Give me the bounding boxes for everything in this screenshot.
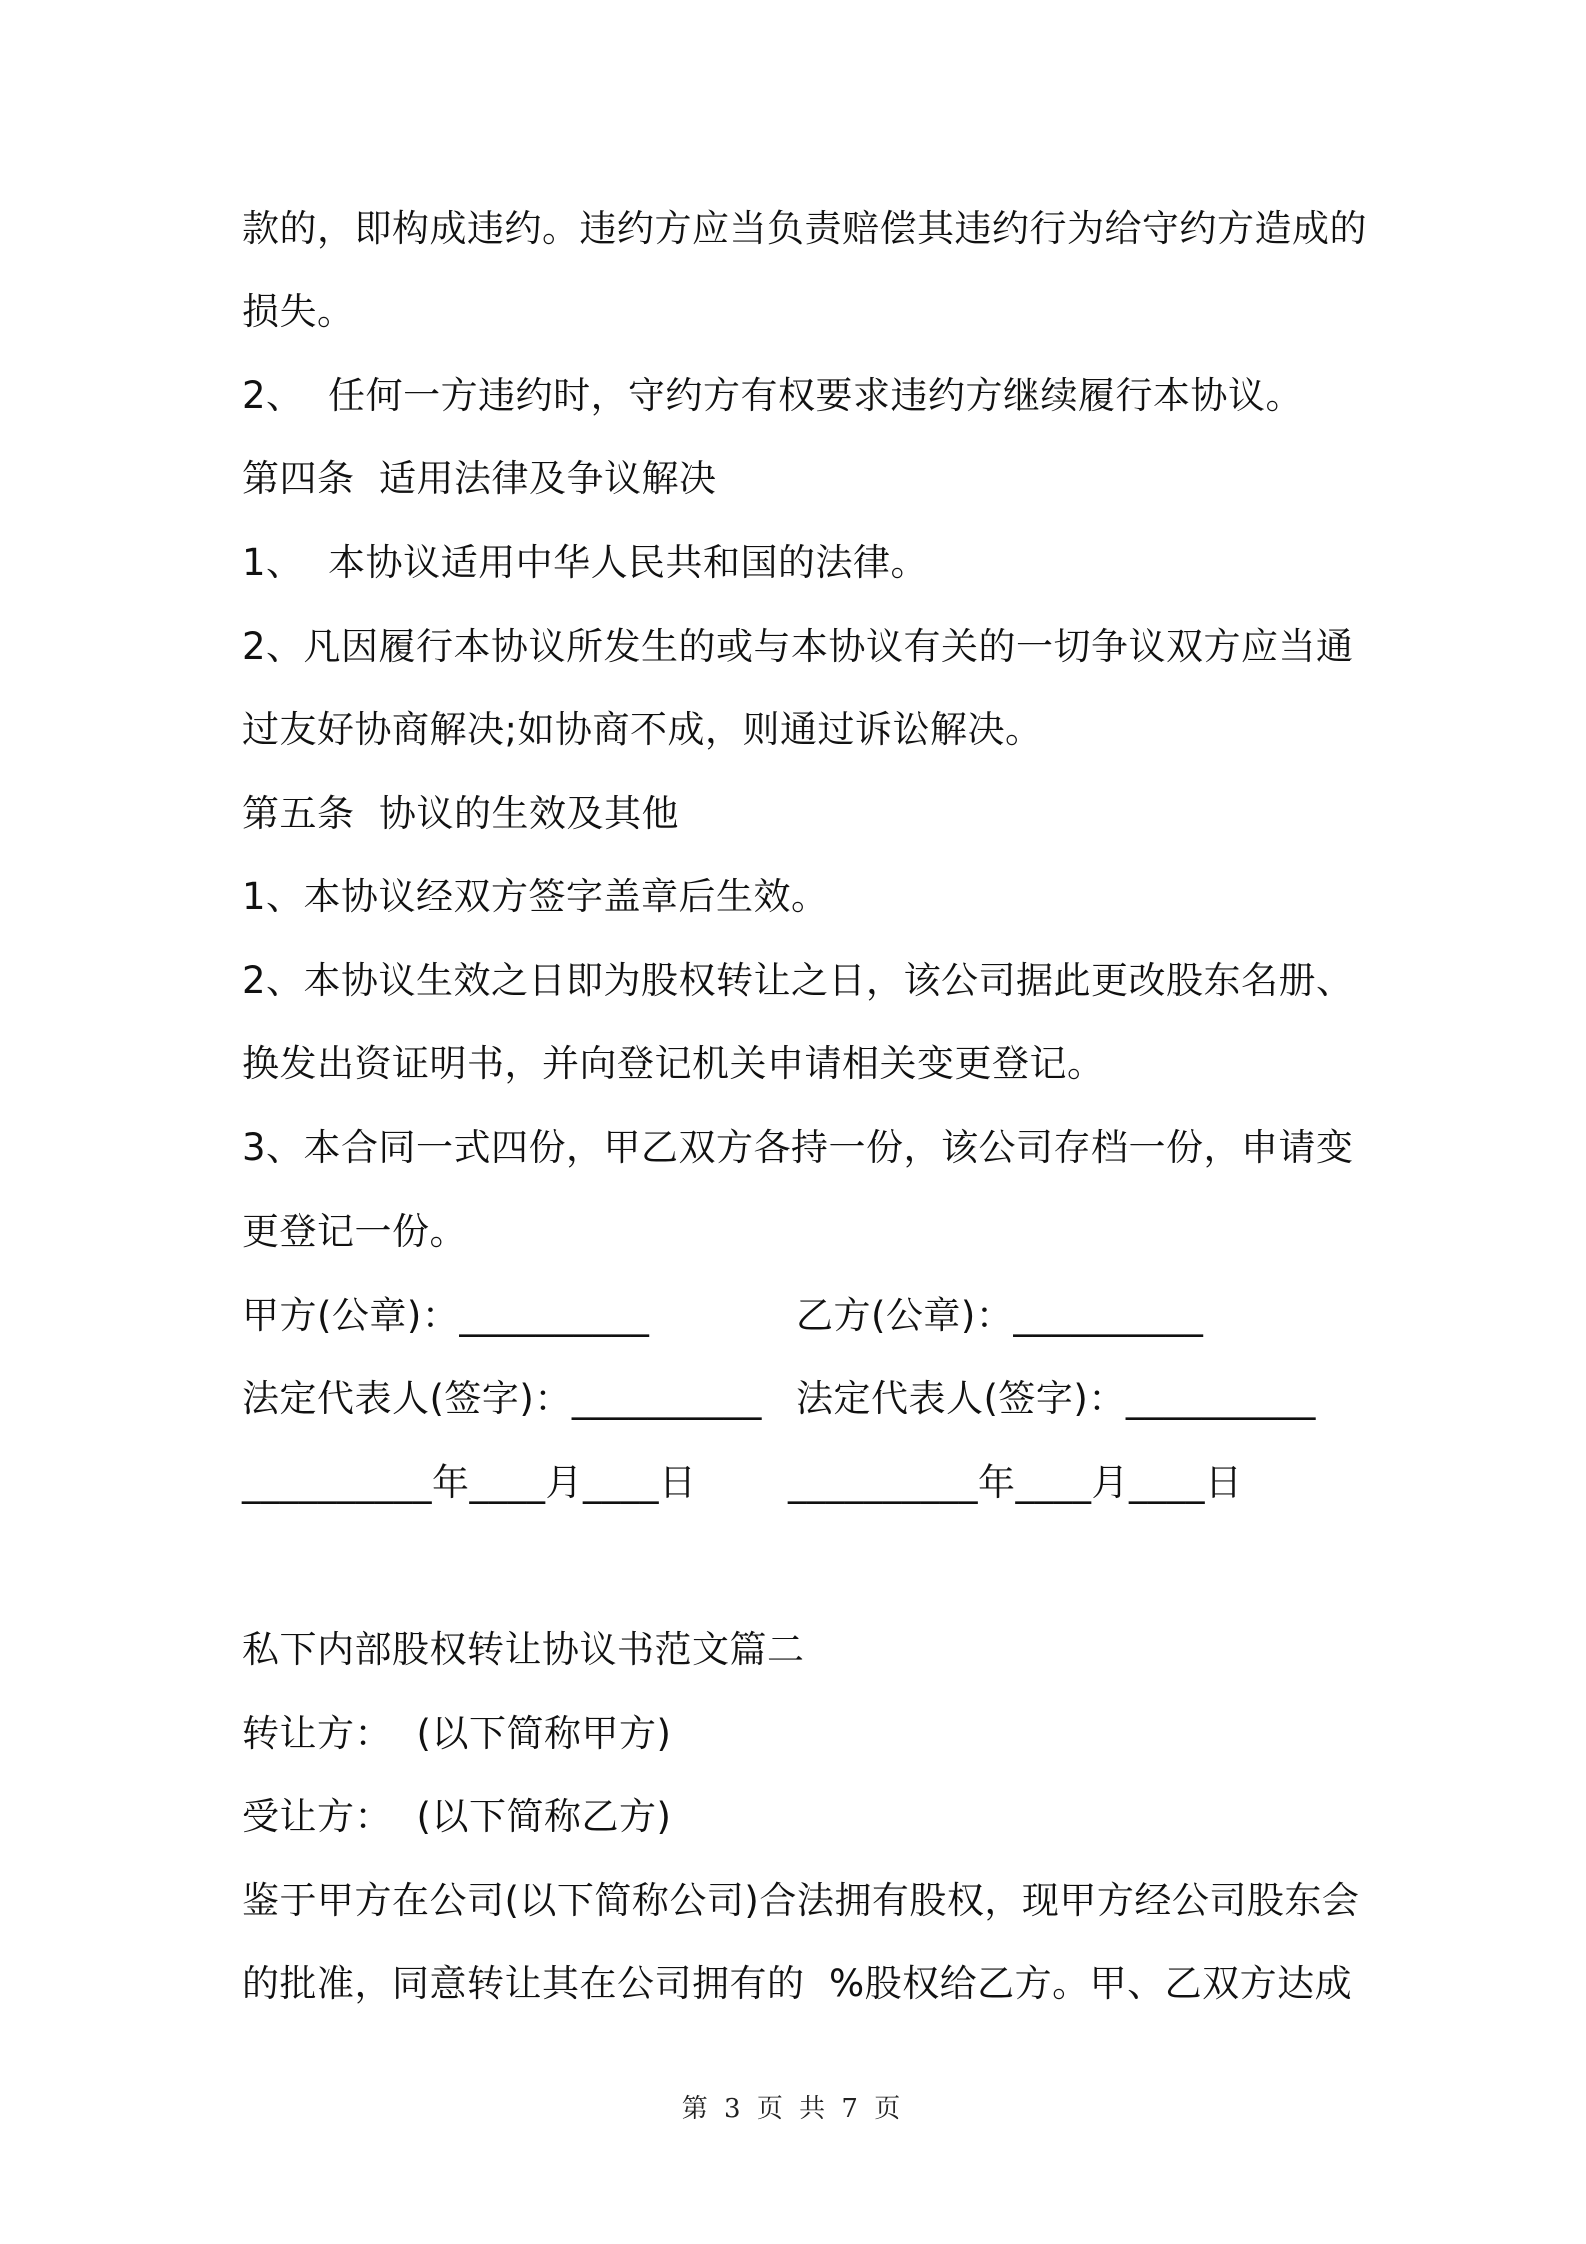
party-b-rep-line: 法定代表人(签字)：__________ [796,1377,1316,1420]
body-line: 损失。 [242,290,355,333]
body-line: 3、本合同一式四份，甲乙双方各持一份，该公司存档一份，申请变 [242,1126,1354,1169]
transferor-line: 转让方： (以下简称甲方) [242,1712,672,1755]
section-heading: 第五条 协议的生效及其他 [242,792,680,835]
section-heading: 第四条 适用法律及争议解决 [242,457,717,500]
body-line: 款的，即构成违约。违约方应当负责赔偿其违约行为给守约方造成的 [242,207,1367,250]
party-a-date-line: __________年____月____日 [242,1461,697,1504]
body-line: 更登记一份。 [242,1210,467,1253]
preamble-line: 鉴于甲方在公司(以下简称公司)合法拥有股权，现甲方经公司股东会 [242,1879,1360,1922]
transferee-line: 受让方： (以下简称乙方) [242,1795,672,1838]
body-line: 过友好协商解决;如协商不成，则通过诉讼解决。 [242,708,1043,751]
body-line: 2、 任何一方违约时，守约方有权要求违约方继续履行本协议。 [242,374,1304,417]
page-number-footer: 第 3 页 共 7 页 [681,2094,905,2124]
party-a-seal-line: 甲方(公章)：__________ [242,1294,650,1337]
body-line: 1、 本协议适用中华人民共和国的法律。 [242,541,929,584]
body-line: 1、本协议经双方签字盖章后生效。 [242,875,829,918]
second-doc-title: 私下内部股权转让协议书范文篇二 [242,1628,805,1671]
party-b-seal-line: 乙方(公章)：__________ [796,1294,1204,1337]
party-b-date-line: __________年____月____日 [788,1461,1243,1504]
body-line: 2、本协议生效之日即为股权转让之日，该公司据此更改股东名册、 [242,959,1354,1002]
party-a-rep-line: 法定代表人(签字)：__________ [242,1377,762,1420]
preamble-line: 的批准，同意转让其在公司拥有的 %股权给乙方。甲、乙双方达成 [242,1962,1353,2005]
body-line: 换发出资证明书，并向登记机关申请相关变更登记。 [242,1042,1105,1085]
body-line: 2、凡因履行本协议所发生的或与本协议有关的一切争议双方应当通 [242,625,1354,668]
